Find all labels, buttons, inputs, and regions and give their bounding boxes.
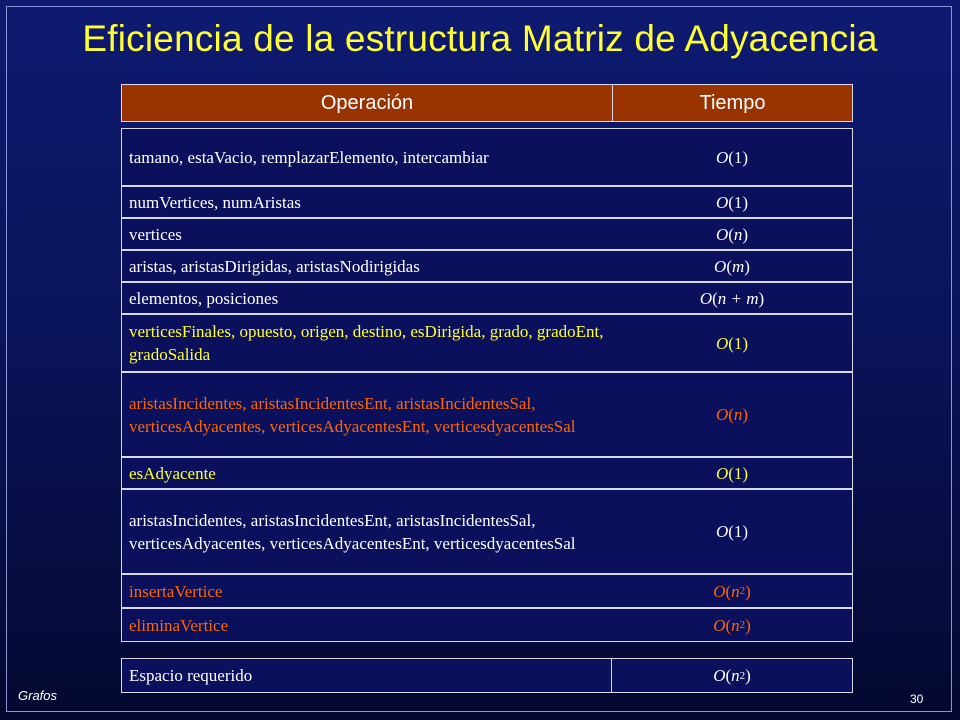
operation-cell: insertaVertice: [129, 581, 223, 601]
table-row: [122, 458, 852, 488]
time-cell: O ( n ): [612, 219, 852, 249]
table-row: [122, 129, 852, 185]
table-row: [122, 575, 852, 607]
table-row: [122, 373, 852, 456]
table-row: [122, 251, 852, 281]
header-operation: Operación: [320, 92, 414, 114]
complexity-table: [121, 84, 853, 642]
footer-topic: Grafos: [18, 688, 58, 703]
table-header: [121, 84, 853, 122]
space-required-row: [121, 658, 853, 693]
table-body: [121, 128, 853, 642]
space-complexity: O ( n 2 ): [612, 659, 852, 692]
table-row: [122, 187, 852, 217]
time-cell: O ( n 2 ): [612, 575, 852, 607]
operation-cell: elementos, posiciones: [129, 288, 279, 308]
operation-cell: aristasIncidentes, aristasIncidentesEnt, aristasIncidentesSal, verticesAdyacentes, verticesAdyacentesEnt, verticesdyacentesSal: [129, 510, 576, 553]
time-cell: O ( 1 ): [612, 187, 852, 217]
operation-cell: vertices: [129, 224, 182, 244]
space-label: Espacio requerido: [122, 659, 611, 692]
page-number: 30: [910, 692, 924, 706]
operation-cell: numVertices, numAristas: [129, 192, 301, 212]
time-cell: O ( n ): [612, 373, 852, 456]
operation-cell: eliminaVertice: [129, 615, 229, 635]
table-row: [122, 490, 852, 573]
table-row: [122, 219, 852, 249]
time-cell: O ( 1 ): [612, 315, 852, 371]
operation-cell: esAdyacente: [129, 463, 216, 483]
operation-cell: aristas, aristasDirigidas, aristasNodirigidas: [129, 256, 420, 276]
slide-title: Eficiencia de la estructura Matriz de Adyacencia: [82, 18, 878, 59]
table-row: [122, 315, 852, 371]
operation-cell: aristasIncidentes, aristasIncidentesEnt, aristasIncidentesSal, verticesAdyacentes, verticesAdyacentesEnt, verticesdyacentesSal: [129, 393, 576, 436]
time-cell: O ( 1 ): [612, 458, 852, 488]
time-cell: O ( m ): [612, 251, 852, 281]
operation-cell: verticesFinales, opuesto, origen, destino, esDirigida, grado, gradoEnt, gradoSalida: [129, 322, 604, 364]
time-cell: O ( n + m ): [612, 283, 852, 313]
header-time: Tiempo: [612, 85, 852, 121]
time-cell: O ( 1 ): [612, 129, 852, 185]
table-row: [122, 609, 852, 641]
time-cell: O ( n 2 ): [612, 609, 852, 641]
time-cell: O ( 1 ): [612, 490, 852, 573]
table-row: [122, 283, 852, 313]
operation-cell: tamano, estaVacio, remplazarElemento, intercambiar: [129, 147, 489, 167]
